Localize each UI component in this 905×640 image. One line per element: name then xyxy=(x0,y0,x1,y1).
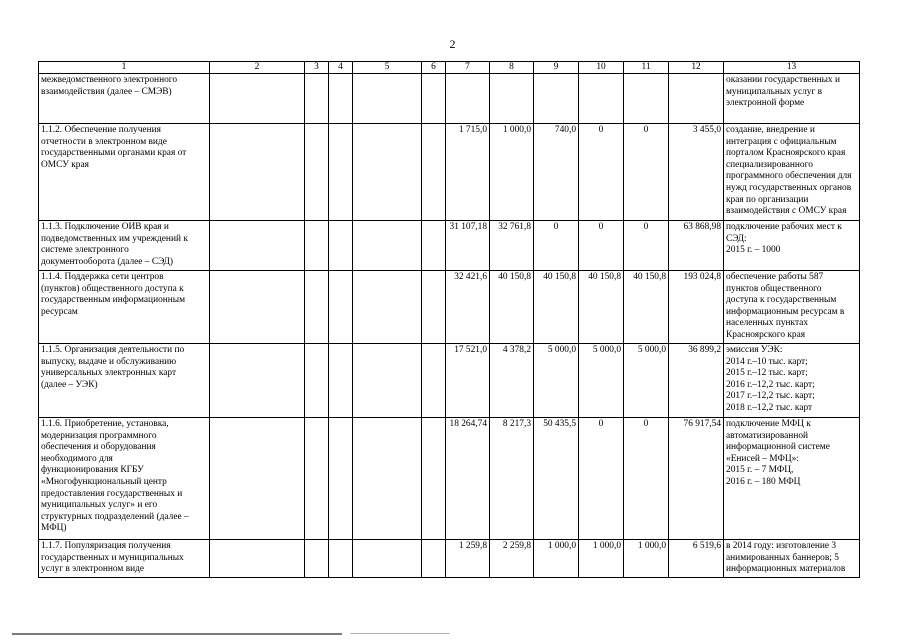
measure-name-cell xyxy=(39,271,210,344)
column-header-2: 2 xyxy=(210,62,305,74)
expected-result-cell-line: создание, внедрение и xyxy=(726,125,815,135)
program-measures-table xyxy=(38,61,860,578)
measure-name-cell-line: структурных подразделений (далее – xyxy=(41,511,189,522)
amount-cell-c11: 5 000,0 xyxy=(624,344,669,418)
empty-cell-col-6 xyxy=(422,540,446,578)
expected-result-cell-line: подключение МФЦ к xyxy=(726,419,811,429)
measure-name-cell-line: МФЦ) xyxy=(41,523,67,534)
measure-name-cell-line: выпуску, выдаче и обслуживанию xyxy=(41,356,177,367)
footer-rule-fragment xyxy=(350,633,450,634)
expected-result-cell-line: обеспечение работы 587 xyxy=(726,272,824,282)
column-header-13: 13 xyxy=(724,62,860,74)
measure-name-cell-line: 1.1.2. Обеспечение получения xyxy=(41,125,161,135)
measure-name-cell-line: государственным информационным xyxy=(41,295,186,306)
measure-name-cell xyxy=(39,221,210,271)
expected-result-cell xyxy=(724,344,860,418)
measure-name-cell-line: (далее – УЭК) xyxy=(41,379,98,390)
amount-cell-c12: 3 455,0 xyxy=(669,124,724,221)
empty-cell-col-4 xyxy=(329,124,353,221)
empty-cell-col-3 xyxy=(305,540,329,578)
amount-cell-c10 xyxy=(579,74,624,124)
amount-cell-c8: 40 150,8 xyxy=(490,271,534,344)
expected-result-cell-line: Красноярского края xyxy=(726,329,806,340)
page-number: 2 xyxy=(449,37,456,51)
amount-cell-c12 xyxy=(669,74,724,124)
expected-result-cell-line: 2015 г. – 7 МФЦ, xyxy=(726,465,794,476)
expected-result-cell-line: «Енисей – МФЦ»: xyxy=(726,453,799,464)
table-row xyxy=(39,221,860,271)
expected-result-cell-line: пунктов общественного xyxy=(726,283,822,294)
empty-cell-col-2 xyxy=(210,271,305,344)
expected-result-cell-line: подключение рабочих мест к xyxy=(726,222,842,232)
expected-result-cell-line: 2018 г.–12,2 тыс. карт xyxy=(726,402,813,413)
header-row xyxy=(39,62,860,74)
amount-cell-c9: 40 150,8 xyxy=(534,271,579,344)
expected-result-cell-line: края по организации xyxy=(726,194,809,205)
column-header-11: 11 xyxy=(624,62,669,74)
amount-cell-c11: 40 150,8 xyxy=(624,271,669,344)
amount-cell-c7 xyxy=(446,74,490,124)
empty-cell-col-4 xyxy=(329,344,353,418)
measure-name-cell xyxy=(39,418,210,540)
table-row xyxy=(39,271,860,344)
empty-cell-col-4 xyxy=(329,418,353,540)
footer-rule xyxy=(12,633,342,635)
empty-cell-col-5 xyxy=(353,221,422,271)
expected-result-cell xyxy=(724,418,860,540)
expected-result-cell-line: электронной форме xyxy=(726,98,805,109)
measure-name-cell-line: (пунктов) общественного доступа к xyxy=(41,283,184,294)
expected-result-cell-line: программного обеспечения для xyxy=(726,171,852,182)
expected-result-cell-line: порталом Красноярского края xyxy=(726,148,846,159)
measure-name-cell-line: «Многофункциональный центр xyxy=(41,476,167,487)
empty-cell-col-5 xyxy=(353,271,422,344)
measure-name-cell-line: предоставления государственных и xyxy=(41,488,183,499)
empty-cell-col-2 xyxy=(210,124,305,221)
column-header-5: 5 xyxy=(353,62,422,74)
expected-result-cell-line: информационной системе xyxy=(726,442,830,453)
amount-cell-c9: 1 000,0 xyxy=(534,540,579,578)
empty-cell-col-5 xyxy=(353,124,422,221)
measure-name-cell xyxy=(39,74,210,124)
empty-cell-col-2 xyxy=(210,344,305,418)
amount-cell-c7: 1 715,0 xyxy=(446,124,490,221)
table-row xyxy=(39,344,860,418)
measure-name-cell-line: модернизация программного xyxy=(41,430,157,441)
amount-cell-c10: 40 150,8 xyxy=(579,271,624,344)
empty-cell-col-5 xyxy=(353,540,422,578)
table-row xyxy=(39,74,860,124)
amount-cell-c11 xyxy=(624,74,669,124)
expected-result-cell-line: оказании государственных и xyxy=(726,75,840,85)
measure-name-cell-line: взаимодействия (далее – СМЭВ) xyxy=(41,86,172,97)
empty-cell-col-6 xyxy=(422,418,446,540)
amount-cell-c9: 740,0 xyxy=(534,124,579,221)
amount-cell-c12: 6 519,6 xyxy=(669,540,724,578)
empty-cell-col-6 xyxy=(422,344,446,418)
amount-cell-c10: 0 xyxy=(579,124,624,221)
expected-result-cell-line: населенных пунктах xyxy=(726,318,809,329)
amount-cell-c9: 5 000,0 xyxy=(534,344,579,418)
table-body xyxy=(39,74,860,578)
measure-name-cell-line: 1.1.6. Приобретение, установка, xyxy=(41,419,169,429)
expected-result-cell xyxy=(724,74,860,124)
amount-cell-c8: 1 000,0 xyxy=(490,124,534,221)
amount-cell-c12: 63 868,98 xyxy=(669,221,724,271)
measure-name-cell-line: документооборота (далее – СЭД) xyxy=(41,256,174,267)
column-header-10: 10 xyxy=(579,62,624,74)
empty-cell-col-3 xyxy=(305,124,329,221)
expected-result-cell-line: в 2014 году: изготовление 3 xyxy=(726,541,837,551)
column-header-8: 8 xyxy=(490,62,534,74)
column-header-7: 7 xyxy=(446,62,490,74)
expected-result-cell-line: 2016 г.–12,2 тыс. карт; xyxy=(726,379,815,390)
empty-cell-col-5 xyxy=(353,344,422,418)
amount-cell-c7: 32 421,6 xyxy=(446,271,490,344)
measure-name-cell-line: государственных и муниципальных xyxy=(41,552,184,563)
amount-cell-c7: 18 264,74 xyxy=(446,418,490,540)
column-header-3: 3 xyxy=(305,62,329,74)
expected-result-cell-line: СЭД: xyxy=(726,233,747,244)
amount-cell-c8: 4 378,2 xyxy=(490,344,534,418)
amount-cell-c8: 32 761,8 xyxy=(490,221,534,271)
expected-result-cell-line: анимированных баннеров; 5 xyxy=(726,552,839,563)
measure-name-cell-line: подведомственных им учреждений к xyxy=(41,233,188,244)
measure-name-cell-line: муниципальных услуг» и его xyxy=(41,500,158,511)
empty-cell-col-6 xyxy=(422,271,446,344)
measure-name-cell-line: обеспечения и оборудования xyxy=(41,442,156,453)
expected-result-cell-line: муниципальных услуг в xyxy=(726,86,823,97)
amount-cell-c10: 1 000,0 xyxy=(579,540,624,578)
measure-name-cell-line: 1.1.4. Поддержка сети центров xyxy=(41,272,164,282)
measure-name-cell-line: универсальных электронных карт xyxy=(41,368,177,379)
amount-cell-c8: 2 259,8 xyxy=(490,540,534,578)
empty-cell-col-3 xyxy=(305,418,329,540)
expected-result-cell-line: доступа к государственным xyxy=(726,295,837,306)
table-row xyxy=(39,124,860,221)
expected-result-cell-line: специализированного xyxy=(726,159,813,170)
empty-cell-col-6 xyxy=(422,124,446,221)
expected-result-cell xyxy=(724,540,860,578)
table-row xyxy=(39,540,860,578)
amount-cell-c10: 5 000,0 xyxy=(579,344,624,418)
empty-cell-col-3 xyxy=(305,221,329,271)
measure-name-cell-line: межведомственного электронного xyxy=(41,75,178,85)
measure-name-cell xyxy=(39,540,210,578)
empty-cell-col-2 xyxy=(210,221,305,271)
empty-cell-col-2 xyxy=(210,418,305,540)
amount-cell-c7: 1 259,8 xyxy=(446,540,490,578)
amount-cell-c8 xyxy=(490,74,534,124)
expected-result-cell-line: 2015 г. – 1000 xyxy=(726,245,781,256)
expected-result-cell-line: автоматизированной xyxy=(726,430,809,441)
empty-cell-col-2 xyxy=(210,540,305,578)
expected-result-cell xyxy=(724,221,860,271)
amount-cell-c8: 8 217,3 xyxy=(490,418,534,540)
empty-cell-col-3 xyxy=(305,344,329,418)
amount-cell-c9: 0 xyxy=(534,221,579,271)
expected-result-cell-line: 2016 г. – 180 МФЦ xyxy=(726,476,801,487)
empty-cell-col-5 xyxy=(353,74,422,124)
measure-name-cell-line: 1.1.7. Популяризация получения xyxy=(41,541,171,551)
measure-name-cell-line: необходимого для xyxy=(41,453,113,464)
column-header-1: 1 xyxy=(39,62,210,74)
amount-cell-c12: 76 917,54 xyxy=(669,418,724,540)
expected-result-cell-line: 2014 г.–10 тыс. карт; xyxy=(726,356,808,367)
measure-name-cell-line: ОМСУ края xyxy=(41,159,89,170)
table-row xyxy=(39,418,860,540)
empty-cell-col-4 xyxy=(329,221,353,271)
measure-name-cell-line: государственными органами края от xyxy=(41,148,187,159)
measure-name-cell-line: услуг в электронном виде xyxy=(41,564,145,575)
measure-name-cell xyxy=(39,124,210,221)
amount-cell-c11: 1 000,0 xyxy=(624,540,669,578)
empty-cell-col-5 xyxy=(353,418,422,540)
empty-cell-col-2 xyxy=(210,74,305,124)
expected-result-cell-line: нужд государственных органов xyxy=(726,182,852,193)
amount-cell-c12: 193 024,8 xyxy=(669,271,724,344)
empty-cell-col-3 xyxy=(305,271,329,344)
measure-name-cell-line: системе электронного xyxy=(41,245,129,256)
empty-cell-col-4 xyxy=(329,540,353,578)
empty-cell-col-6 xyxy=(422,74,446,124)
column-header-9: 9 xyxy=(534,62,579,74)
amount-cell-c9: 50 435,5 xyxy=(534,418,579,540)
amount-cell-c7: 17 521,0 xyxy=(446,344,490,418)
expected-result-cell xyxy=(724,124,860,221)
amount-cell-c10: 0 xyxy=(579,418,624,540)
measure-name-cell-line: 1.1.3. Подключение ОИВ края и xyxy=(41,222,169,232)
measure-name-cell-line: 1.1.5. Организация деятельности по xyxy=(41,345,185,355)
column-header-12: 12 xyxy=(669,62,724,74)
empty-cell-col-4 xyxy=(329,74,353,124)
expected-result-cell-line: 2015 г.–12 тыс. карт; xyxy=(726,368,808,379)
amount-cell-c10: 0 xyxy=(579,221,624,271)
expected-result-cell xyxy=(724,271,860,344)
column-header-4: 4 xyxy=(329,62,353,74)
measure-name-cell xyxy=(39,344,210,418)
empty-cell-col-6 xyxy=(422,221,446,271)
expected-result-cell-line: 2017 г.–12,2 тыс. карт; xyxy=(726,391,815,402)
expected-result-cell-line: информационных материалов xyxy=(726,564,846,575)
amount-cell-c9 xyxy=(534,74,579,124)
empty-cell-col-4 xyxy=(329,271,353,344)
column-header-6: 6 xyxy=(422,62,446,74)
expected-result-cell-line: взаимодействия с ОМСУ края xyxy=(726,206,847,217)
empty-cell-col-3 xyxy=(305,74,329,124)
amount-cell-c11: 0 xyxy=(624,418,669,540)
measure-name-cell-line: функционирования КГБУ xyxy=(41,465,144,476)
amount-cell-c11: 0 xyxy=(624,221,669,271)
amount-cell-c11: 0 xyxy=(624,124,669,221)
expected-result-cell-line: интеграция с официальным xyxy=(726,136,837,147)
measure-name-cell-line: отчетности в электронном виде xyxy=(41,136,167,147)
expected-result-cell-line: информационным ресурсам в xyxy=(726,306,845,317)
measure-name-cell-line: ресурсам xyxy=(41,306,78,317)
amount-cell-c7: 31 107,18 xyxy=(446,221,490,271)
amount-cell-c12: 36 899,2 xyxy=(669,344,724,418)
expected-result-cell-line: эмиссия УЭК: xyxy=(726,345,783,355)
